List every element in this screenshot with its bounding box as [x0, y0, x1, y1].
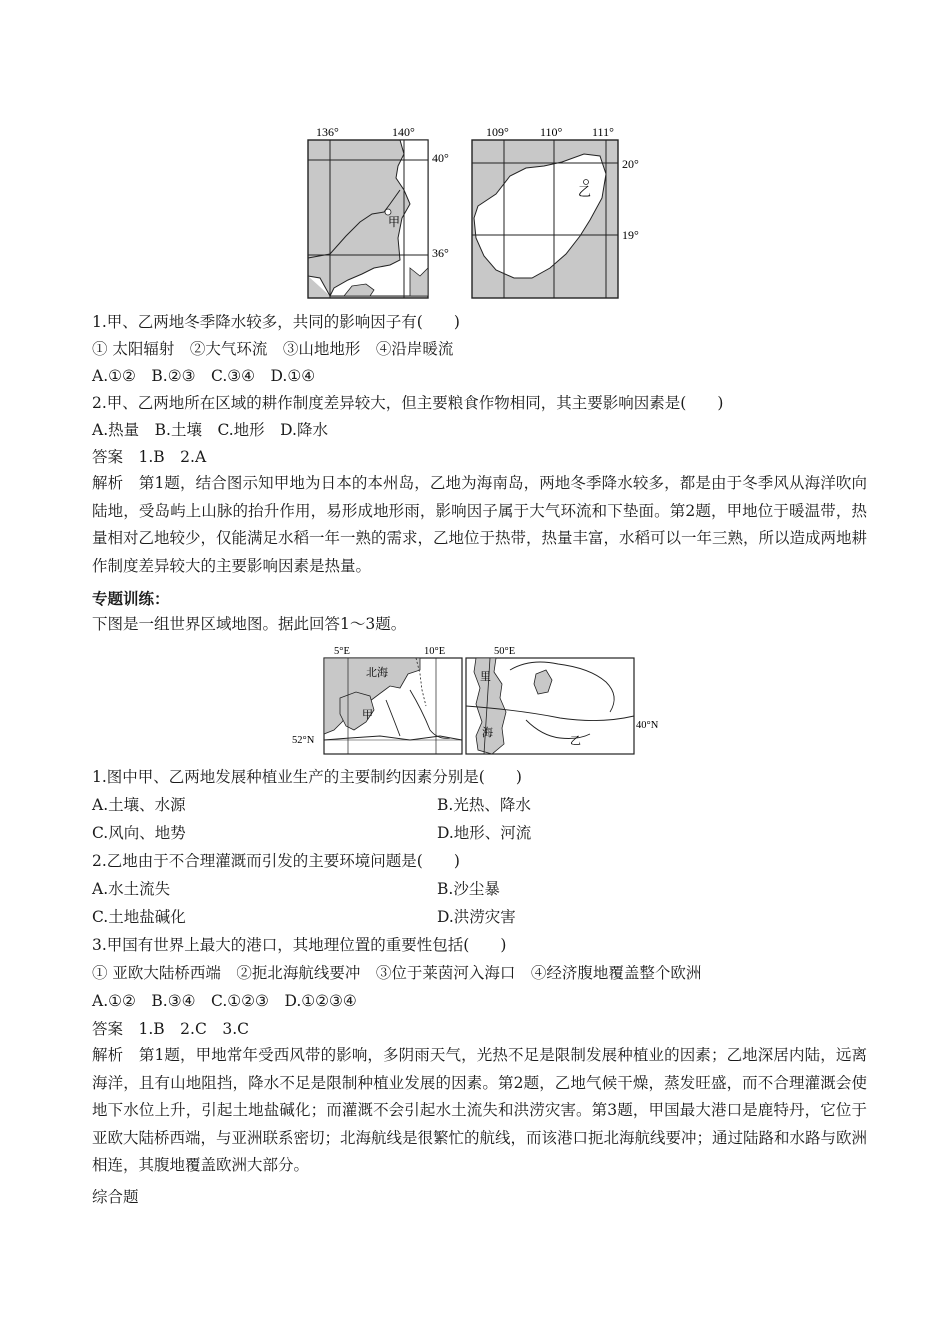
- s1-question-1-options: ① 太阳辐射 ②大气环流 ③山地地形 ④沿岸暖流: [92, 340, 454, 358]
- map1-lat-20: 20°: [622, 157, 639, 171]
- map-japan-panel: [308, 125, 449, 298]
- map1-label-jia: 甲: [388, 215, 401, 229]
- s1-question-2-choices: A.热量 B.土壤 C.地形 D.降水: [92, 421, 328, 439]
- s1-question-1-choices: A.①② B.②③ C.③④ D.①④: [92, 367, 316, 385]
- map1-lat-36: 36°: [432, 246, 449, 260]
- s2-heading: 专题训练：: [92, 589, 170, 608]
- map1-lon-110: 110°: [540, 125, 563, 139]
- s2-question-1-row-2: [92, 823, 872, 843]
- map1-lat-40: 40°: [432, 151, 449, 165]
- s2-question-3: 3.甲国有世界上最大的港口，其地理位置的重要性包括( ): [92, 936, 507, 954]
- s2-q2-option-c: C.土地盐碱化: [92, 908, 186, 926]
- s2-q1-option-c: C.风向、地势: [92, 824, 186, 842]
- s2-question-1: 1.图中甲、乙两地发展种植业生产的主要制约因素分别是( ): [92, 768, 522, 786]
- map1-lat-19: 19°: [622, 228, 639, 242]
- map1-lon-136: 136°: [316, 125, 339, 139]
- map2-lon-10e: 10°E: [424, 646, 446, 657]
- map2-lat-40n: 40°N: [636, 720, 659, 731]
- map1-lon-109: 109°: [486, 125, 509, 139]
- map2-caspian-label-top: 里: [480, 671, 491, 683]
- s2-question-1-row-1: [92, 795, 872, 815]
- map2-north-sea-label: 北海: [366, 667, 388, 679]
- s2-question-2-row-2: [92, 907, 872, 927]
- map2-caspian-label-bottom: 海: [482, 727, 493, 739]
- map2-label-jia: 甲: [362, 709, 373, 721]
- map-caspian-panel: [466, 646, 659, 754]
- map-figure-1: [300, 118, 640, 308]
- s1-question-1: 1.甲、乙两地冬季降水较多，共同的影响因子有( ): [92, 313, 460, 331]
- s2-question-2-row-1: [92, 879, 872, 899]
- s2-q2-option-b: B.沙尘暴: [437, 880, 500, 898]
- s2-q2-option-d: D.洪涝灾害: [437, 908, 516, 926]
- s2-analysis: 解析 第1题，甲地常年受西风带的影响，多阴雨天气，光热不足是限制发展种植业的因素；乙地深居内陆，远离海洋，且有山地阻挡，降水不足是限制种植业发展的因素。第2题，乙地气候干燥，蒸发旺盛，而不合理灌溉会使地下水位上升，引起土地盐碱化；而灌溉不会引起水土流失和洪涝灾害。第3题，甲国最大港口是鹿特丹，它位于亚欧大陆桥西端，与亚洲联系密切；北海航线是很繁忙的航线，而该港口扼北海航线要冲；通过陆路和水路与欧洲相连，其腹地覆盖欧洲大部分。: [92, 1046, 868, 1174]
- s2-q1-option-d: D.地形、河流: [437, 824, 532, 842]
- map-netherlands-panel: [292, 646, 462, 754]
- map1-label-yi: 乙: [578, 184, 592, 199]
- map-figure-2: [290, 640, 660, 760]
- map-hainan-panel: [472, 125, 639, 298]
- s1-question-2: 2.甲、乙两地所在区域的耕作制度差异较大，但主要粮食作物相同，其主要影响因素是( ): [92, 394, 724, 412]
- s1-analysis: 解析 第1题，结合图示知甲地为日本的本州岛，乙地为海南岛，两地冬季降水较多，都是由于冬季风从海洋吹向陆地，受岛屿上山脉的抬升作用，易形成地形雨，影响因子属于大气环流和下垫面。第2题，甲地位于暖温带，热量相对乙地较少，仅能满足水稻一年一熟的需求，乙地位于热带，热量丰富，水稻可以一年三熟，所以造成两地耕作制度差异较大的主要影响因素是热量。: [92, 474, 868, 575]
- map2-lon-50e: 50°E: [494, 646, 516, 657]
- map1-lon-140: 140°: [392, 125, 415, 139]
- s2-question-2: 2.乙地由于不合理灌溉而引发的主要环境问题是( ): [92, 852, 460, 870]
- s1-answer: 答案 1.B 2.A: [92, 448, 207, 466]
- map2-lat-52n: 52°N: [292, 735, 315, 746]
- s2-answer: 答案 1.B 2.C 3.C: [92, 1020, 249, 1038]
- s2-q2-option-a: A.水土流失: [92, 880, 171, 898]
- s2-question-3-options: ① 亚欧大陆桥西端 ②扼北海航线要冲 ③位于莱茵河入海口 ④经济腹地覆盖整个欧洲: [92, 964, 702, 982]
- s2-question-3-choices: A.①② B.③④ C.①②③ D.①②③④: [92, 992, 357, 1010]
- map1-lon-111: 111°: [592, 125, 614, 139]
- map2-label-yi: 乙: [570, 735, 581, 747]
- s2-intro: 下图是一组世界区域地图。据此回答1～3题。: [92, 615, 407, 633]
- s2-q1-option-a: A.土壤、水源: [92, 796, 186, 814]
- map2-lon-5e: 5°E: [334, 646, 350, 657]
- s2-q1-option-b: B.光热、降水: [437, 796, 531, 814]
- s2-footer: 综合题: [92, 1188, 139, 1206]
